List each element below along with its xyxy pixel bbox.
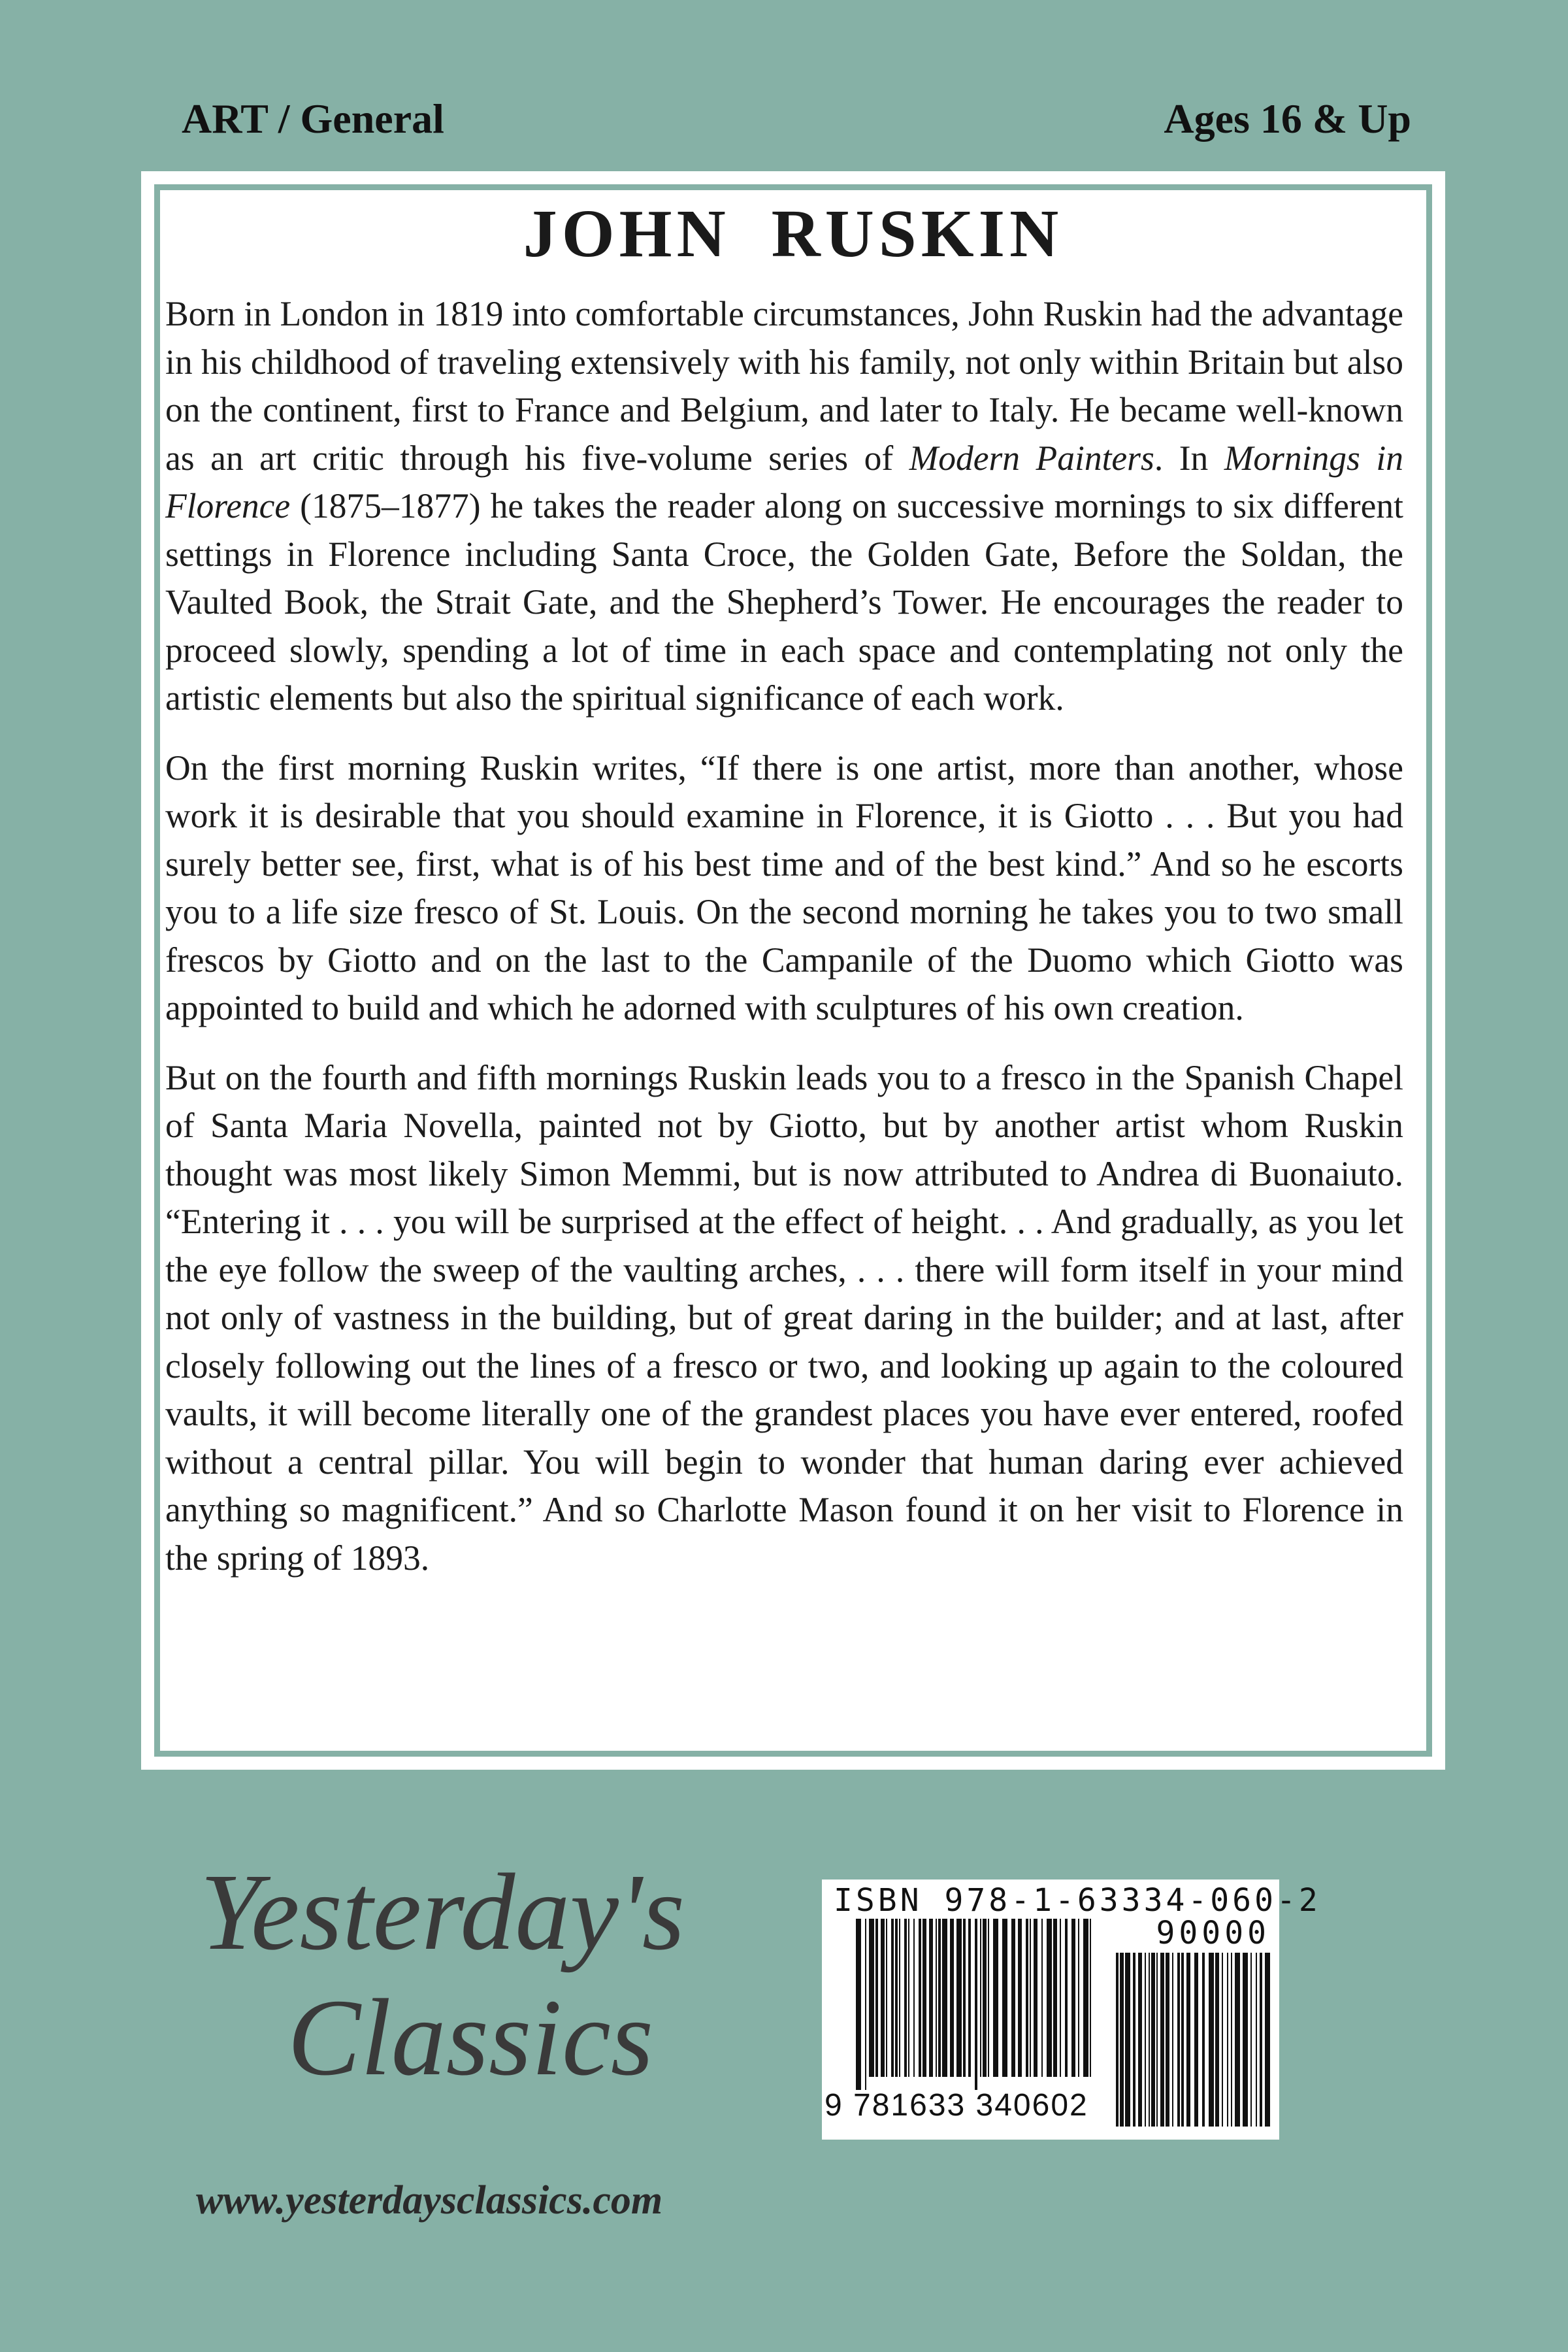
paragraph-1 [165, 290, 1403, 723]
description-text [165, 290, 1403, 1604]
book-title: JOHN RUSKIN [523, 196, 1064, 271]
p1-italic-modern-painters: Modern Painters [909, 438, 1154, 478]
paragraph-3: But on the fourth and fifth mornings Ruskin leads you to a fresco in the Spanish Chapel of Santa Maria Novella, painted not by Giotto, but by another artist whom Ruskin thought was most likely Simon Memmi, but is now attributed to Andrea di Buonaiuto. “Entering it . . . you will be surprised at the effect of height. . . And gradually, as you let the eye follow the sweep of the vaulting arches, . . . there will form itself in your mind not only of vastness in the building, but of great daring in the builder; and at last, after closely following out the lines of a fresco or two, and looking up again to the coloured vaults, it will become literally one of the grandest places you have ever entered, roofed without a central pillar. You will begin to wonder that human daring ever achieved anything so magnificent.” And so Charlotte Mason found it on her visit to Florence in the spring of 1893. [165, 1057, 1403, 1578]
isbn-number: ISBN 978-1-63334-060-2 [834, 1882, 1321, 1919]
addon-bars-icon [1116, 1953, 1270, 2127]
p1-text-c: (1875–1877) he takes the reader along on successive mornings to six different settings in Florence including Santa Croce, the Golden Gate, Before the Soldan, the Vaulted Book, the Strait Gate, and the Shepherd’s Tower. He encourages the reader to proceed slowly, spending a lot of time in each space and contemplating not only the artistic elements but also the spiritual significance of each work. [165, 486, 1403, 718]
p1-italic-mornings: Mornings in Florence [165, 438, 1403, 525]
publisher-logo [196, 1849, 784, 2215]
barcode-bars-icon [856, 1919, 1091, 2090]
publisher-website: www.yesterdaysclassics.com [196, 2178, 663, 2223]
p1-text-b: . In [1154, 438, 1224, 478]
paragraph-2: On the first morning Ruskin writes, “If there is one artist, more than another, whose work it is desirable that you should examine in Florence, it is Giotto . . . But you had surely better see, first, what is of his best time and of the best kind.” And so he escorts you to a life size fresco of St. Louis. On the second morning he takes you to two small frescos by Giotto and on the last to the Campanile of the Duomo which Giotto was appointed to build and which he adorned with sculptures of his own creation. [165, 748, 1403, 1027]
isbn-barcode [822, 1880, 1321, 2140]
price-addon: 90000 [1156, 1915, 1270, 1951]
age-range-label: Ages 16 & Up [1164, 95, 1411, 142]
p1-text-a: Born in London in 1819 into comfortable circumstances, John Ruskin had the advantage in his childhood of traveling extensively with his family, not only within Britain but also on the continent, first to France and Belgium, and later to Italy. He became well-known as an art critic through his five-volume series of [165, 294, 1403, 478]
logo-yesterdays: Yesterday's [200, 1851, 685, 1973]
category-label: ART / General [182, 95, 444, 142]
logo-classics: Classics [287, 1977, 654, 2098]
ean-digits: 9 781633 340602 [825, 2088, 1088, 2123]
